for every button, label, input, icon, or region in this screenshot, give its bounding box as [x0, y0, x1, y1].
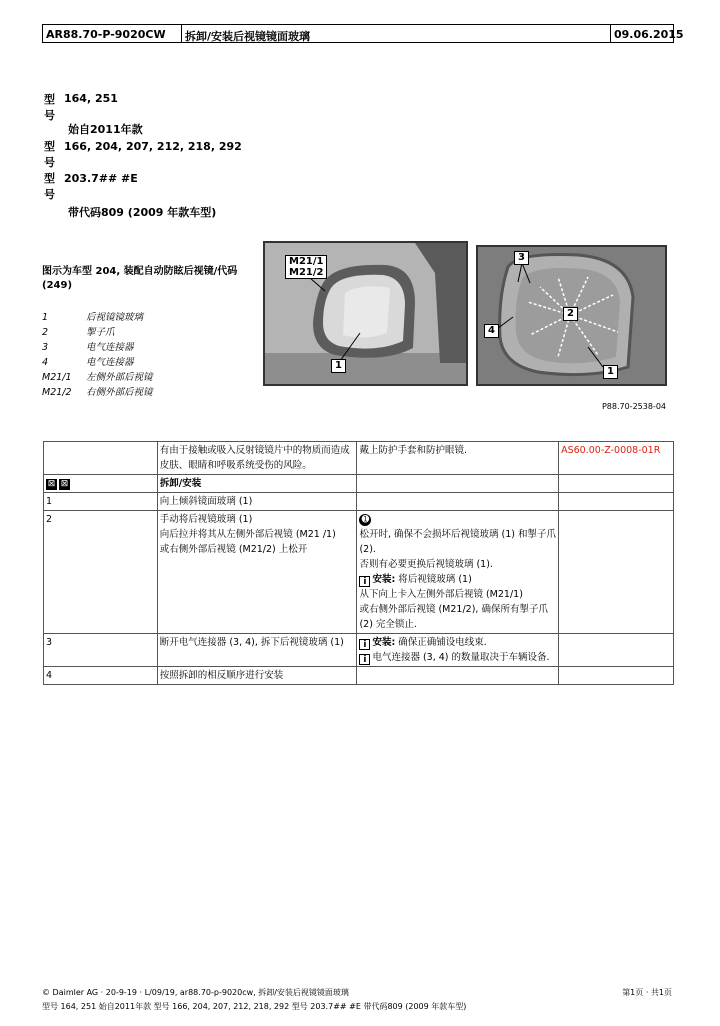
protection-text: 戴上防护手套和防护眼镜. [357, 442, 559, 475]
figure-caption: 图示为车型 204, 装配自动防眩后视镜/代码 (249) [42, 266, 238, 291]
doc-id: AR88.70-P-9020CW [43, 25, 182, 42]
remove-icon: ⊠ [47, 479, 56, 489]
info-icon: i [359, 654, 370, 665]
step-number: 1 [44, 493, 158, 511]
model-label-1: 型 号 [44, 93, 55, 122]
mirror-photo-left [263, 241, 468, 386]
figure-id: P88.70-2538-04 [601, 402, 666, 411]
section-row [44, 475, 674, 493]
step-note: i 安装: 确保正确铺设电线束. i 电气连接器 (3, 4) 的数量取决于车辆设备. [357, 634, 559, 667]
step-action: 断开电气连接器 (3, 4), 拆下后视镜玻璃 (1) [157, 634, 357, 667]
warning-row [44, 442, 674, 475]
step-action: 按照拆卸的相反顺序进行安装 [157, 667, 357, 685]
legend-item: 3 电气连接器 [42, 342, 134, 353]
table-row [44, 634, 674, 667]
legend-item: M21/2 右侧外部后视镜 [42, 387, 153, 398]
footer-copyright: © Daimler AG · 20-9-19 · L/09/19, ar88.70-p-9020cw, 拆卸/安装后视镜镜面玻璃 [42, 988, 349, 997]
legend-item: 2 掣子爪 [42, 327, 115, 338]
section-title: 拆卸/安装 [157, 475, 357, 493]
document-header [42, 24, 684, 43]
model-value-3: 166, 204, 207, 212, 218, 292 [64, 140, 242, 153]
info-icon: i [359, 639, 370, 650]
attention-icon: ➊ [359, 514, 371, 526]
callout-m21: M21/1 M21/2 [285, 255, 327, 279]
doc-date: 09.06.2015 [614, 28, 684, 41]
step-number: 2 [44, 511, 158, 634]
model-label-3: 型 号 [44, 140, 55, 169]
callout-2: 2 [563, 307, 578, 321]
callout-1-right: 1 [603, 365, 618, 379]
info-icon: i [359, 576, 370, 587]
procedure-table [43, 441, 674, 685]
callout-1: 1 [331, 359, 346, 373]
warning-text: 有由于接触或吸入反射镜镜片中的物质而造成皮肤、眼睛和呼吸系统受伤的风险。 [157, 442, 357, 475]
model-value-5: 带代码809 (2009 年款车型) [68, 206, 217, 219]
reference-link[interactable]: AS60.00-Z-0008-01R [559, 442, 674, 475]
step-note: ➊ 松开时, 确保不会损坏后视镜玻璃 (1) 和掣子爪 (2). 否则有必要更换后视镜玻璃 (1). i 安装: 将后视镜玻璃 (1) 从下向上卡入左侧外部后视镜 (M21/1) 或右侧外部后视镜 (M21/2), 确保所有掣子爪 (2) 完全锁止. [357, 511, 559, 634]
step-number: 4 [44, 667, 158, 685]
mirror-photo-right [476, 245, 667, 386]
model-value-2: 始自2011年款 [68, 123, 143, 136]
callout-4: 4 [484, 324, 499, 338]
table-row [44, 511, 674, 634]
step-action: 手动将后视镜玻璃 (1) 向后拉并将其从左侧外部后视镜 (M21 /1) 或右侧外部后视镜 (M21/2) 上松开 [157, 511, 357, 634]
legend-item: M21/1 左侧外部后视镜 [42, 372, 153, 383]
legend-item: 1 后视镜镜玻璃 [42, 312, 144, 323]
callout-3: 3 [514, 251, 529, 265]
model-block [44, 92, 294, 217]
table-row [44, 493, 674, 511]
footer-models: 型号 164, 251 始自2011年款 型号 166, 204, 207, 212, 218, 292 型号 203.7## #E 带代码809 (2009 年款车型) [42, 1002, 467, 1011]
model-value-1: 164, 251 [64, 92, 118, 105]
step-number: 3 [44, 634, 158, 667]
table-row [44, 667, 674, 685]
install-icon: ⊠ [60, 479, 69, 489]
footer-page: 第1页 · 共1页 [622, 988, 672, 997]
model-label-4: 型 号 [44, 172, 55, 201]
doc-title: 拆卸/安装后视镜镜面玻璃 [182, 25, 611, 42]
step-action: 向上倾斜镜面玻璃 (1) [157, 493, 357, 511]
model-value-4: 203.7## #E [64, 172, 138, 185]
legend-item: 4 电气连接器 [42, 357, 134, 368]
